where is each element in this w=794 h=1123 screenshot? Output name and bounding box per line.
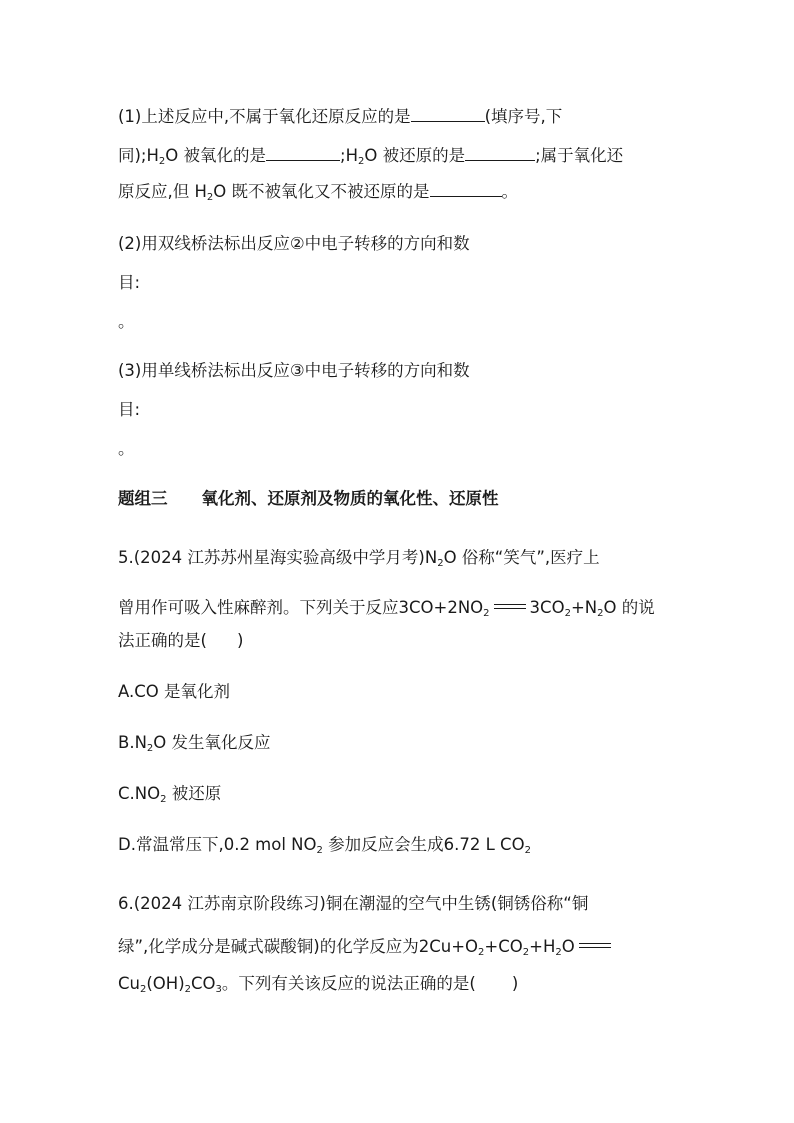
text: ) (511, 974, 519, 993)
q4-part3-line2: 目: (118, 400, 141, 419)
option-text: O 发生氧化反应 (153, 733, 271, 752)
text: O 的说 (603, 598, 655, 617)
subscript: 2 (206, 192, 214, 203)
answer-blank[interactable] (411, 106, 485, 122)
option-text: A.CO 是氧化剂 (118, 682, 230, 701)
q5-line3 (118, 630, 243, 652)
subscript: 2 (357, 156, 365, 167)
q5-option-d[interactable] (118, 834, 531, 856)
q4-part3-line1: (3)用单线桥法标出反应③中电子转移的方向和数 (118, 361, 470, 380)
q4-part2-line1: (2)用双线桥法标出反应②中电子转移的方向和数 (118, 234, 470, 253)
text: +N (570, 598, 598, 617)
q6-line2 (118, 936, 615, 958)
q4-part1-text: (1)上述反应中,不属于氧化还原反应的是 (118, 107, 411, 126)
section-heading (118, 488, 499, 510)
option-text: 被还原 (166, 784, 222, 803)
option-text: C.NO (118, 784, 161, 803)
equals-sign (579, 943, 611, 948)
text: +H (529, 937, 556, 956)
text: 5.(2024 江苏苏州星海实验高级中学月考)N (118, 548, 438, 567)
answer-blank[interactable] (430, 181, 502, 197)
text: O 被还原的是 (364, 146, 466, 165)
option-text: B.N (118, 733, 147, 752)
subscript: 2 (437, 558, 444, 569)
q5-option-a[interactable] (118, 681, 230, 703)
subscript: 2 (478, 947, 485, 958)
subscript: 2 (160, 794, 167, 805)
text: O (561, 937, 575, 956)
answer-blank[interactable] (465, 145, 535, 161)
q4-part1-line1 (118, 106, 562, 128)
text: 曾用作可吸入性麻醉剂。下列关于反应3CO+2NO (118, 598, 484, 617)
equals-sign (494, 604, 526, 609)
q6-line3 (118, 973, 518, 995)
subscript: 2 (139, 984, 147, 995)
subscript: 2 (524, 845, 531, 856)
section-label: 题组三 (118, 489, 168, 508)
text: 3CO (529, 598, 565, 617)
text: ;属于氧化还 (535, 146, 624, 165)
q4-part2-line3: 。 (118, 312, 135, 331)
text: (OH) (146, 974, 185, 993)
option-text: D.常温常压下,0.2 mol NO (118, 835, 317, 854)
subscript: 2 (316, 845, 323, 856)
q4-part1-line3 (118, 181, 518, 203)
q5-option-c[interactable] (118, 783, 221, 805)
q5-line2 (118, 597, 655, 619)
q4-part3-line3: 。 (118, 439, 135, 458)
subscript: 3 (215, 984, 222, 995)
option-text: 参加反应会生成6.72 L CO (322, 835, 525, 854)
text: 同);H (118, 146, 159, 165)
answer-blank[interactable] (266, 145, 340, 161)
subscript: 2 (483, 608, 490, 619)
text: Cu (118, 974, 140, 993)
subscript: 2 (146, 743, 154, 754)
text: O 既不被氧化又不被还原的是 (213, 182, 430, 201)
q4-part1-note: (填序号,下 (484, 107, 563, 126)
q4-part2-line2: 目: (118, 273, 141, 292)
text: ) (236, 631, 244, 650)
text: 。 (501, 182, 519, 201)
text: 绿”,化学成分是碱式碳酸铜)的化学反应为2Cu+O (118, 937, 479, 956)
q4-part1-line2 (118, 145, 623, 167)
subscript: 2 (597, 608, 604, 619)
section-title: 氧化剂、还原剂及物质的氧化性、还原性 (201, 489, 499, 508)
q6-line1: 6.(2024 江苏南京阶段练习)铜在潮湿的空气中生锈(铜锈俗称“铜 (118, 894, 589, 913)
text: O 俗称“笑气”,医疗上 (443, 548, 600, 567)
subscript: 2 (564, 608, 571, 619)
text: CO (191, 974, 216, 993)
text: +CO (484, 937, 523, 956)
subscript: 2 (555, 947, 562, 958)
subscript: 2 (522, 947, 530, 958)
text: 原反应,但 H (118, 182, 207, 201)
q5-option-b[interactable] (118, 732, 271, 754)
subscript: 2 (158, 156, 166, 167)
text: O 被氧化的是 (165, 146, 267, 165)
text: 。下列有关该反应的说法正确的是( (221, 974, 476, 993)
text: 法正确的是( (118, 631, 207, 650)
subscript: 2 (184, 984, 192, 995)
q5-line1 (118, 547, 600, 569)
text: ;H (340, 146, 358, 165)
